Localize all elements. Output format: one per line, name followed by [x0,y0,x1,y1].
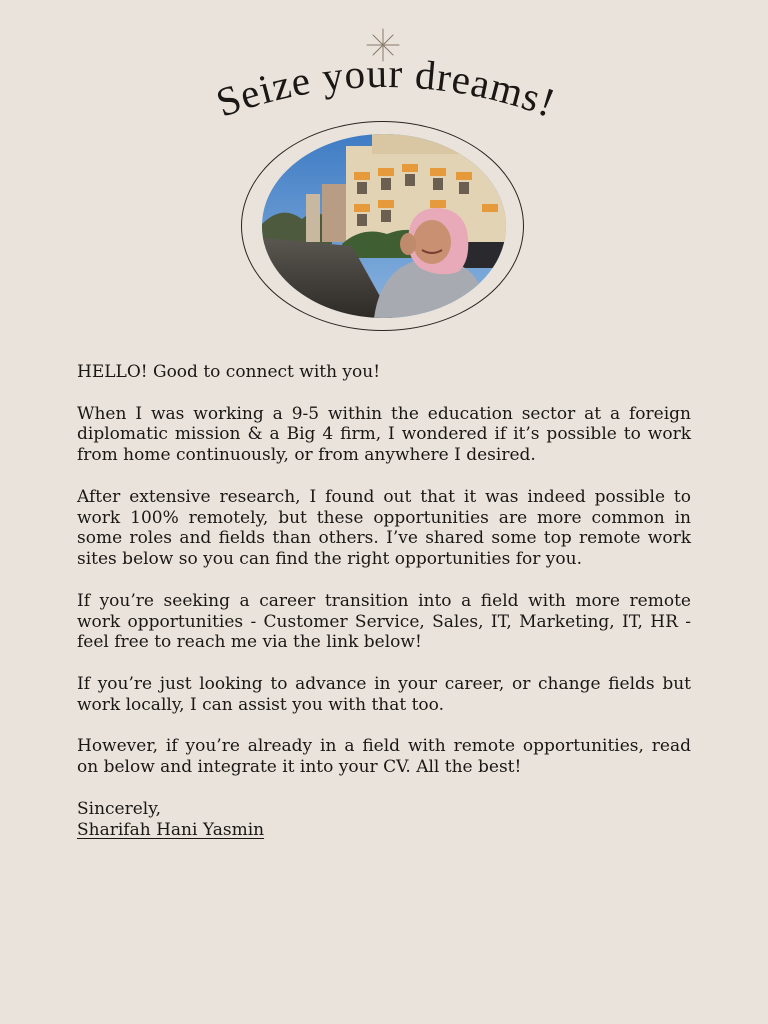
paragraph-4: If you’re just looking to advance in your career, or change fields but work locally, I can assist you with that too. [77,673,691,715]
headline-text: Seize your dreams! [210,55,562,126]
paragraph-3: If you’re seeking a career transition into a field with more remote work opportunities - Customer Service, Sales, IT, Marketing, IT, HR - feel free to reach me via the link below! [77,590,691,653]
greeting-text: HELLO! Good to connect with you! [77,362,381,382]
paragraph-2: After extensive research, I found out that it was indeed possible to work 100% remotely, but these opportunities are more common in some roles and fields than others. I’ve shared some top remote work sites below so you can find the right opportunities for you. [77,486,691,570]
paragraph-1: When I was working a 9-5 within the education sector at a foreign diplomatic mission & a Big 4 firm, I wondered if it’s possible to work from home continuously, or from anywhere I desired. [77,403,691,466]
paragraph-5: However, if you’re already in a field with remote opportunities, read on below and integrate it into your CV. All the best! [77,736,691,778]
profile-photo [262,134,506,318]
svg-text:Seize your dreams! [210,55,562,126]
closing-text: Sincerely, [77,798,161,819]
signature-link[interactable]: Sharifah Hani Yasmin [77,819,265,840]
letter-body [77,362,691,840]
